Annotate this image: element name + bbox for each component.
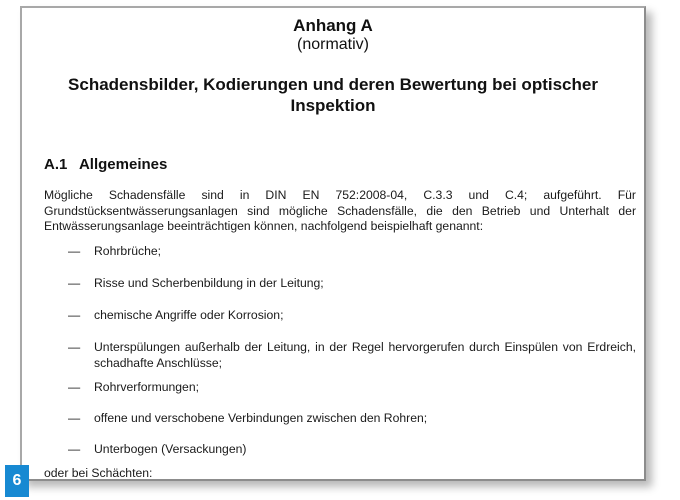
dash-marker: — <box>68 380 81 394</box>
list-item: — Rohrverformungen; <box>68 380 199 394</box>
list-item: — Risse und Scherbenbildung in der Leitung; <box>68 276 324 290</box>
list-item: — Unterspülungen außerhalb der Leitung, in der Regel hervorgerufen durch Einspülen von Erdreich, schadhafte Anschlüsse; <box>68 340 636 370</box>
closing-line: oder bei Schächten: <box>44 466 153 480</box>
section-number: A.1 <box>44 156 68 173</box>
section-heading <box>44 156 167 173</box>
document-page <box>20 6 646 481</box>
list-item: — Rohrbrüche; <box>68 244 162 258</box>
dash-marker: — <box>68 244 81 258</box>
dash-marker: — <box>68 308 81 322</box>
dash-marker: — <box>68 442 81 456</box>
list-item: — Unterbogen (Versackungen) <box>68 442 247 456</box>
dash-marker: — <box>68 411 81 425</box>
annex-type: (normativ) <box>296 36 369 53</box>
annex-title: Anhang A <box>293 16 373 35</box>
dash-marker: — <box>68 276 81 290</box>
list-item: — offene und verschobene Verbindungen zwischen den Rohren; <box>68 411 428 425</box>
dash-marker: — <box>68 340 81 354</box>
section-title: Allgemeines <box>78 156 168 173</box>
figure-number-badge: 6 <box>5 465 29 497</box>
document-title: Schadensbilder, Kodierungen und deren Bewertung bei optischer Inspektion <box>68 75 598 115</box>
intro-paragraph: Mögliche Schadensfälle sind in DIN EN 752:2008-04, C.3.3 und C.4; aufgeführt. Für Grundstücksentwässerungsanlagen sind mögliche Schadensfälle, die den Betrieb und Unterhalt der Entwässerungsanlage beeinträchtigen können, nachfolgend beispielhaft genannt: <box>44 188 636 233</box>
list-item: — chemische Angriffe oder Korrosion; <box>68 308 284 322</box>
